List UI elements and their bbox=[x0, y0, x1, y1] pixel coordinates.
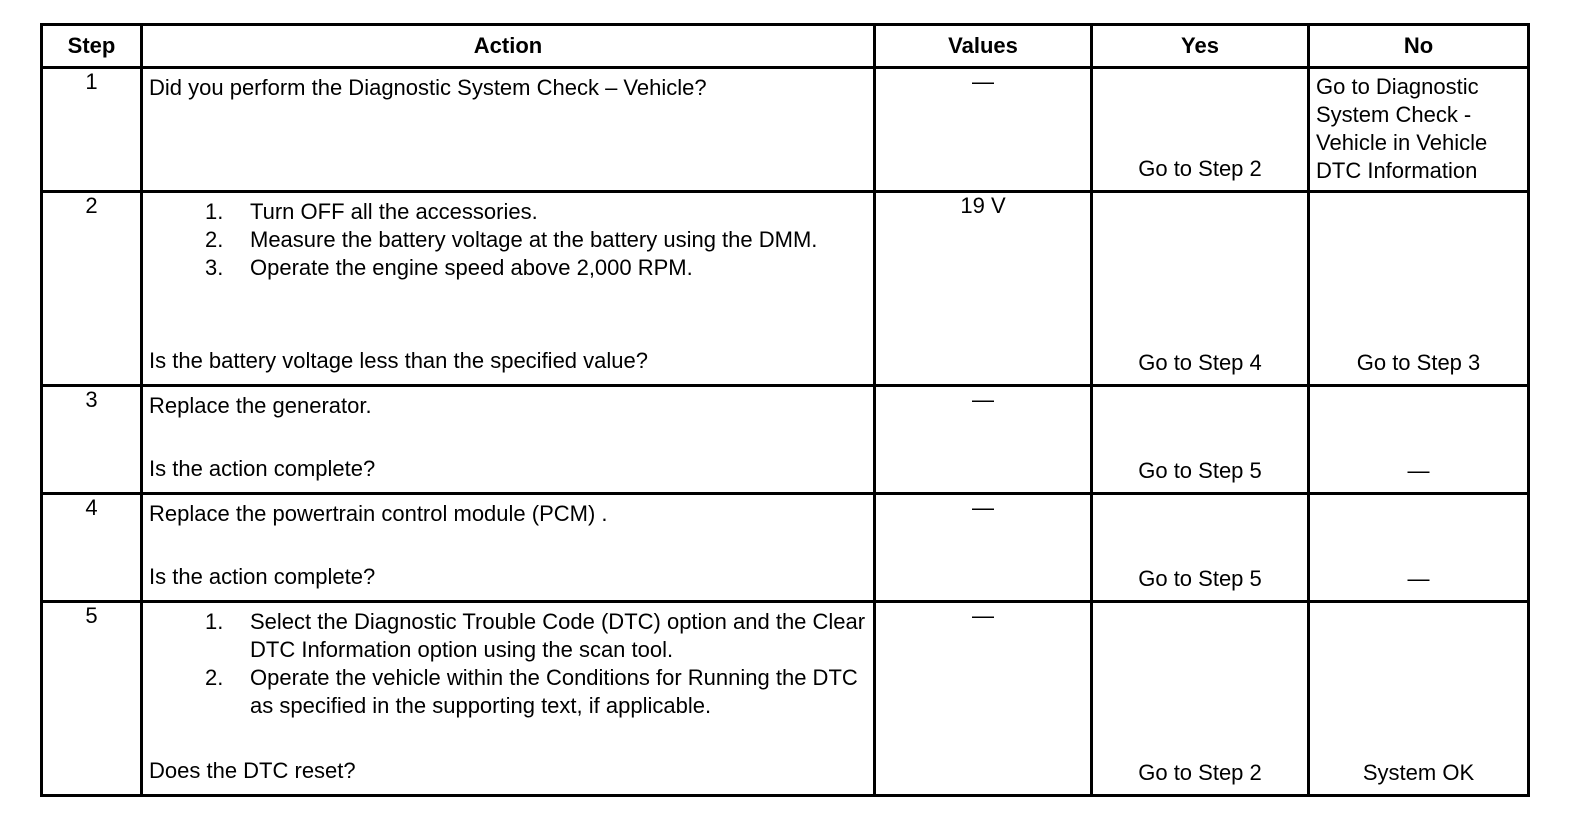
yes-cell bbox=[1092, 602, 1309, 796]
value-cell: — bbox=[875, 68, 1092, 192]
yes-result: Go to Step 5 bbox=[1138, 458, 1262, 483]
no-result: Go to Diagnostic System Check - Vehicle in Vehicle DTC Information bbox=[1316, 74, 1488, 183]
no-result: System OK bbox=[1362, 760, 1475, 785]
action-steps bbox=[149, 608, 867, 720]
table-row bbox=[42, 68, 1529, 192]
table-row bbox=[42, 386, 1529, 494]
action-cell bbox=[142, 386, 875, 494]
no-result: Go to Step 3 bbox=[1356, 350, 1481, 375]
yes-result: Go to Step 2 bbox=[1138, 760, 1262, 785]
no-cell bbox=[1309, 386, 1529, 494]
table-row bbox=[42, 494, 1529, 602]
table-row bbox=[42, 192, 1529, 386]
step-number: 2 bbox=[42, 192, 142, 386]
action-question: Is the battery voltage less than the specified value? bbox=[149, 348, 648, 373]
value-cell: — bbox=[875, 494, 1092, 602]
value-cell: — bbox=[875, 602, 1092, 796]
action-cell bbox=[142, 602, 875, 796]
value-cell: 19 V bbox=[875, 192, 1092, 386]
action-lead: Replace the powertrain control module (PCM) . bbox=[149, 501, 608, 526]
yes-result: Go to Step 5 bbox=[1138, 566, 1262, 591]
yes-cell bbox=[1092, 68, 1309, 192]
action-step: 1. Select the Diagnostic Trouble Code (DTC) option and the Clear DTC Information option using the scan tool. bbox=[205, 609, 866, 662]
header-row bbox=[42, 25, 1529, 68]
action-question: Did you perform the Diagnostic System Check – Vehicle? bbox=[149, 75, 707, 100]
no-cell bbox=[1309, 192, 1529, 386]
action-step: 2. Measure the battery voltage at the battery using the DMM. bbox=[205, 227, 818, 252]
action-lead: Replace the generator. bbox=[149, 393, 372, 418]
action-cell bbox=[142, 494, 875, 602]
action-cell bbox=[142, 68, 875, 192]
step-number: 3 bbox=[42, 386, 142, 494]
yes-cell bbox=[1092, 192, 1309, 386]
action-cell bbox=[142, 192, 875, 386]
header-no: No bbox=[1309, 25, 1529, 68]
header-step: Step bbox=[42, 25, 142, 68]
action-steps bbox=[149, 198, 867, 282]
action-question: Is the action complete? bbox=[149, 456, 376, 481]
yes-result: Go to Step 2 bbox=[1138, 156, 1262, 181]
value-cell: — bbox=[875, 386, 1092, 494]
header-action: Action bbox=[142, 25, 875, 68]
no-cell bbox=[1309, 602, 1529, 796]
step-number: 5 bbox=[42, 602, 142, 796]
action-question: Does the DTC reset? bbox=[149, 758, 356, 783]
yes-cell bbox=[1092, 494, 1309, 602]
step-number: 4 bbox=[42, 494, 142, 602]
action-step: 2. Operate the vehicle within the Conditions for Running the DTC as specified in the supporting text, if applicable. bbox=[205, 665, 858, 718]
table-row bbox=[42, 602, 1529, 796]
action-step: 3. Operate the engine speed above 2,000 RPM. bbox=[205, 255, 693, 280]
header-yes: Yes bbox=[1092, 25, 1309, 68]
diagnostic-table bbox=[40, 23, 1530, 797]
action-question: Is the action complete? bbox=[149, 564, 376, 589]
action-step: 1. Turn OFF all the accessories. bbox=[205, 199, 538, 224]
step-number: 1 bbox=[42, 68, 142, 192]
no-cell bbox=[1309, 494, 1529, 602]
no-result: — bbox=[1407, 458, 1430, 483]
yes-result: Go to Step 4 bbox=[1138, 350, 1262, 375]
no-result: — bbox=[1407, 566, 1430, 591]
yes-cell bbox=[1092, 386, 1309, 494]
no-cell bbox=[1309, 68, 1529, 192]
header-values: Values bbox=[875, 25, 1092, 68]
